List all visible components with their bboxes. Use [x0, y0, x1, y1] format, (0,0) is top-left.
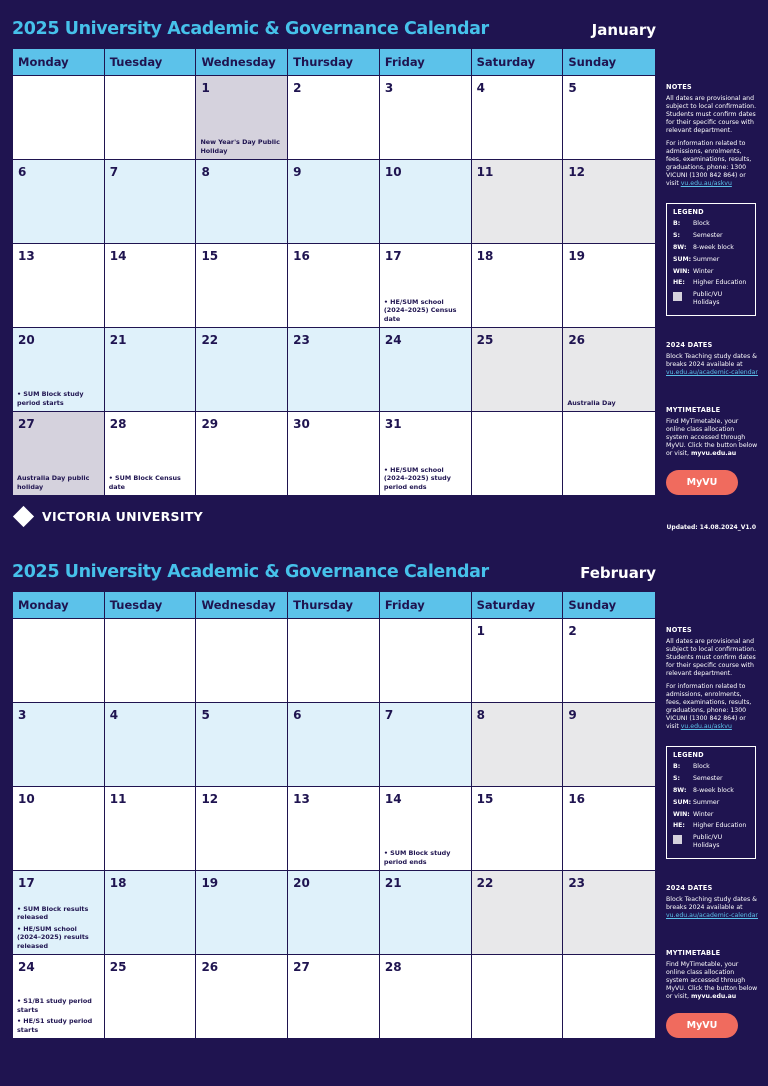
- day-cell: [13, 76, 105, 160]
- day-cell: [196, 160, 288, 244]
- day-cell: [105, 76, 197, 160]
- day-cell: [13, 619, 105, 703]
- day-cell: [13, 160, 105, 244]
- legend-row: [673, 268, 750, 276]
- legend-label: Winter: [693, 810, 714, 818]
- day-number: 31: [384, 417, 402, 431]
- day-number: 25: [476, 333, 494, 347]
- day-cell: [13, 328, 105, 412]
- notes-contact-text: For information related to admissions, enrolments, fees, examinations, results, graduations, phone: 1300 VICUNI (1300 842 864) or visit: [666, 683, 752, 730]
- event-text: • HE/SUM school (2024–2025) study period ends: [383, 465, 451, 491]
- day-number: 8: [476, 708, 485, 722]
- day-number: 5: [568, 81, 577, 95]
- weekday-label: Monday: [13, 49, 105, 76]
- day-cell: [472, 619, 564, 703]
- day-cell: [472, 871, 564, 955]
- day-cell: [563, 955, 655, 1039]
- day-cell: [472, 328, 564, 412]
- day-cell: [196, 787, 288, 871]
- day-number: 17: [18, 876, 35, 890]
- myvu-button[interactable]: MyVU: [666, 470, 738, 495]
- day-number: 6: [18, 165, 27, 179]
- dates-2024-section: [666, 342, 758, 377]
- weekday-label: Friday: [380, 49, 472, 76]
- dates-2024-heading: 2024 DATES: [666, 884, 713, 892]
- month-name: January: [591, 21, 656, 39]
- day-cell: [288, 244, 380, 328]
- day-number: 28: [109, 417, 127, 431]
- day-number: 7: [384, 708, 394, 722]
- legend-row: [673, 232, 750, 240]
- day-cell: [563, 871, 655, 955]
- weekday-label: Saturday: [472, 49, 564, 76]
- day-cell: [196, 619, 288, 703]
- holiday-swatch: [673, 292, 682, 301]
- day-number: 15: [476, 792, 494, 806]
- day-cell: [13, 955, 105, 1039]
- weekday-label: Sunday: [563, 49, 655, 76]
- event-text: • SUM Block study period ends: [383, 849, 451, 866]
- day-number: 27: [293, 960, 310, 974]
- day-number: 19: [201, 876, 219, 890]
- day-number: 27: [18, 417, 35, 431]
- day-events: [17, 905, 102, 951]
- day-cell: [13, 703, 105, 787]
- week-row: [13, 871, 655, 955]
- legend-items: [673, 220, 750, 287]
- legend-key: 8W:: [673, 786, 687, 794]
- day-events: [567, 399, 653, 408]
- mytimetable-section: [666, 950, 758, 1000]
- event-text: • HE/SUM school (2024–2025) results released: [17, 924, 89, 950]
- day-number: 21: [109, 333, 127, 347]
- day-cell: [380, 619, 472, 703]
- day-number: 14: [109, 249, 127, 263]
- event-text: • HE/S1 study period starts: [17, 1017, 93, 1034]
- day-number: 13: [18, 249, 35, 263]
- event-text: New Year's Day Public Holiday: [200, 138, 280, 155]
- day-cell: [380, 787, 472, 871]
- day-number: 24: [18, 960, 35, 974]
- weekday-label: Sunday: [563, 592, 655, 619]
- weekday-label: Saturday: [472, 592, 564, 619]
- calendar-grid: [12, 48, 656, 494]
- holiday-swatch: [673, 835, 682, 844]
- academic-calendar-link[interactable]: vu.edu.au/academic-calendar: [666, 368, 758, 376]
- day-number: 29: [201, 417, 219, 431]
- day-cell: [563, 76, 655, 160]
- event-text: Australia Day public holiday: [17, 474, 90, 491]
- day-number: 1: [476, 624, 485, 638]
- legend-key: S:: [673, 774, 680, 782]
- day-events: [384, 466, 469, 492]
- day-cell: [472, 703, 564, 787]
- day-number: 17: [384, 249, 402, 263]
- mytimetable-text: Find MyTimetable, your online class allocation system accessed through MyVU. Click the button below or visit,: [666, 960, 758, 1000]
- legend-key: B:: [673, 762, 681, 770]
- day-number: 26: [568, 333, 586, 347]
- notes-heading: NOTES: [666, 83, 692, 91]
- mytimetable-heading: MYTIMETABLE: [666, 406, 721, 414]
- day-cell: [196, 412, 288, 496]
- legend-label: Summer: [693, 798, 720, 806]
- day-events: [17, 474, 102, 491]
- legend-label: Block: [693, 219, 710, 227]
- day-cell: [563, 703, 655, 787]
- day-cell: [13, 412, 105, 496]
- calendar-title: 2025 University Academic & Governance Calendar: [12, 562, 489, 582]
- day-number: 18: [476, 249, 494, 263]
- day-number: 22: [201, 333, 219, 347]
- day-cell: [380, 328, 472, 412]
- day-number: 30: [293, 417, 310, 431]
- event-text: Australia Day: [567, 398, 616, 407]
- legend-items: [673, 763, 750, 830]
- legend-row: [673, 775, 750, 783]
- legend-row: [673, 256, 750, 264]
- day-number: 19: [568, 249, 586, 263]
- day-cell: [13, 244, 105, 328]
- weekday-label: Friday: [380, 592, 472, 619]
- legend-label: 8-week block: [693, 243, 734, 251]
- day-cell: [105, 787, 197, 871]
- event-text: • HE/SUM school (2024–2025) Census date: [383, 297, 457, 323]
- day-number: 26: [201, 960, 219, 974]
- day-cell: [380, 244, 472, 328]
- weekday-label: Thursday: [288, 592, 380, 619]
- day-cell: [105, 412, 197, 496]
- day-cell: [288, 955, 380, 1039]
- day-number: 9: [293, 165, 302, 179]
- day-number: 9: [568, 708, 577, 722]
- day-cell: [472, 412, 564, 496]
- day-number: 4: [476, 81, 485, 95]
- legend-holiday-label: Public/VU Holidays: [693, 834, 723, 850]
- day-events: [17, 390, 102, 407]
- dates-2024-text: Block Teaching study dates & breaks 2024 available at: [666, 895, 757, 911]
- legend-label: Higher Education: [693, 279, 747, 287]
- legend-row: [673, 763, 750, 771]
- day-cell: [105, 703, 197, 787]
- myvu-url: myvu.edu.au: [690, 992, 737, 1000]
- weekday-label: Thursday: [288, 49, 380, 76]
- day-number: 15: [201, 249, 219, 263]
- day-number: 5: [201, 708, 210, 722]
- academic-calendar-link[interactable]: vu.edu.au/academic-calendar: [666, 911, 758, 919]
- day-number: 12: [568, 165, 586, 179]
- day-cell: [196, 76, 288, 160]
- day-cell: [563, 244, 655, 328]
- legend-box: [666, 746, 756, 859]
- day-events: [17, 997, 102, 1034]
- day-cell: [380, 871, 472, 955]
- askvu-link[interactable]: vu.edu.au/askvu: [680, 722, 732, 730]
- week-row: [13, 160, 655, 244]
- day-number: 22: [476, 876, 494, 890]
- day-number: 3: [18, 708, 27, 722]
- dates-2024-text: Block Teaching study dates & breaks 2024 available at: [666, 352, 757, 368]
- legend-row: [673, 244, 750, 252]
- day-number: 14: [384, 792, 402, 806]
- day-cell: [196, 955, 288, 1039]
- legend-key: 8W:: [673, 243, 687, 251]
- day-cell: [288, 619, 380, 703]
- legend-label: Semester: [693, 231, 723, 239]
- week-row: [13, 328, 655, 412]
- day-cell: [196, 328, 288, 412]
- week-row: [13, 244, 655, 328]
- day-cell: [472, 160, 564, 244]
- day-number: 3: [384, 81, 394, 95]
- legend-label: Higher Education: [693, 822, 747, 830]
- legend-key: WIN:: [673, 810, 690, 818]
- weekday-label: Wednesday: [196, 49, 288, 76]
- calendar-title: 2025 University Academic & Governance Calendar: [12, 19, 489, 39]
- askvu-link[interactable]: vu.edu.au/askvu: [680, 179, 732, 187]
- legend-box: [666, 203, 756, 316]
- mytimetable-heading: MYTIMETABLE: [666, 949, 721, 957]
- day-cell: [563, 328, 655, 412]
- day-number: 2: [293, 81, 302, 95]
- day-number: 16: [568, 792, 586, 806]
- legend-key: HE:: [673, 279, 685, 287]
- event-text: • SUM Block study period starts: [17, 390, 84, 407]
- day-cell: [380, 955, 472, 1039]
- day-cell: [105, 871, 197, 955]
- legend-key: HE:: [673, 822, 685, 830]
- day-number: 11: [476, 165, 494, 179]
- legend-label: 8-week block: [693, 786, 734, 794]
- day-cell: [288, 787, 380, 871]
- day-number: 12: [201, 792, 219, 806]
- day-cell: [288, 412, 380, 496]
- legend-holiday-label: Public/VU Holidays: [693, 291, 723, 307]
- legend-row: [673, 811, 750, 819]
- day-cell: [472, 76, 564, 160]
- day-cell: [105, 244, 197, 328]
- day-cell: [13, 787, 105, 871]
- legend-row: [673, 799, 750, 807]
- week-row: [13, 76, 655, 160]
- day-cell: [196, 703, 288, 787]
- legend-label: Summer: [693, 255, 720, 263]
- notes-text: All dates are provisional and subject to local confirmation. Students must confirm dates for their specific course with relevant department.: [666, 94, 757, 134]
- day-cell: [288, 703, 380, 787]
- day-cell: [196, 244, 288, 328]
- day-number: 23: [568, 876, 586, 890]
- weekday-header: [13, 49, 655, 76]
- notes-contact-text: For information related to admissions, enrolments, fees, examinations, results, graduations, phone: 1300 VICUNI (1300 842 864) or visit: [666, 140, 752, 187]
- day-number: 4: [109, 708, 119, 722]
- day-number: 25: [109, 960, 127, 974]
- day-number: 2: [568, 624, 577, 638]
- day-events: [384, 298, 469, 324]
- day-number: 20: [293, 876, 310, 890]
- vu-diamond-icon: [13, 506, 34, 527]
- myvu-button[interactable]: MyVU: [666, 1013, 738, 1038]
- day-cell: [105, 619, 197, 703]
- legend-label: Semester: [693, 774, 723, 782]
- day-number: 23: [293, 333, 310, 347]
- day-cell: [380, 160, 472, 244]
- notes-heading: NOTES: [666, 626, 692, 634]
- day-number: 18: [109, 876, 127, 890]
- day-cell: [380, 76, 472, 160]
- day-number: 16: [293, 249, 310, 263]
- day-number: 10: [18, 792, 35, 806]
- legend-row: [673, 279, 750, 287]
- legend-label: Block: [693, 762, 710, 770]
- updated-version: Updated: 14.08.2024_V1.0: [666, 524, 756, 531]
- weekday-label: Monday: [13, 592, 105, 619]
- legend-heading: LEGEND: [673, 751, 704, 759]
- day-cell: [380, 703, 472, 787]
- vu-logo: [13, 509, 203, 524]
- day-cell: [288, 328, 380, 412]
- month-name: February: [580, 564, 656, 582]
- logo-text: VICTORIA UNIVERSITY: [42, 509, 203, 524]
- day-number: 10: [384, 165, 402, 179]
- day-cell: [563, 160, 655, 244]
- day-cell: [288, 76, 380, 160]
- day-events: [384, 849, 469, 866]
- event-text: • SUM Block results released: [17, 904, 89, 921]
- day-number: 13: [293, 792, 310, 806]
- day-cell: [563, 619, 655, 703]
- day-cell: [196, 871, 288, 955]
- day-events: [200, 138, 285, 155]
- weekday-label: Tuesday: [105, 49, 197, 76]
- week-row: [13, 412, 655, 496]
- day-cell: [472, 955, 564, 1039]
- day-number: 8: [201, 165, 210, 179]
- day-number: 1: [201, 81, 210, 95]
- week-row: [13, 619, 655, 703]
- mytimetable-text: Find MyTimetable, your online class allocation system accessed through MyVU. Click the button below or visit,: [666, 417, 758, 457]
- day-number: 7: [109, 165, 119, 179]
- dates-2024-section: [666, 885, 758, 920]
- legend-row: [673, 220, 750, 228]
- day-events: [109, 474, 194, 491]
- legend-row: [673, 822, 750, 830]
- legend-key: S:: [673, 231, 680, 239]
- day-cell: [563, 412, 655, 496]
- day-number: 11: [109, 792, 127, 806]
- legend-heading: LEGEND: [673, 208, 704, 216]
- week-row: [13, 787, 655, 871]
- day-number: 21: [384, 876, 402, 890]
- calendar-grid: [12, 591, 656, 1037]
- legend-key: SUM:: [673, 255, 692, 263]
- day-cell: [105, 160, 197, 244]
- day-cell: [288, 871, 380, 955]
- day-cell: [380, 412, 472, 496]
- day-cell: [288, 160, 380, 244]
- myvu-url: myvu.edu.au: [690, 449, 737, 457]
- weekday-label: Tuesday: [105, 592, 197, 619]
- dates-2024-heading: 2024 DATES: [666, 341, 713, 349]
- week-row: [13, 703, 655, 787]
- legend-key: B:: [673, 219, 681, 227]
- weekday-label: Wednesday: [196, 592, 288, 619]
- day-number: 6: [293, 708, 302, 722]
- notes-section: [666, 84, 758, 188]
- event-text: • SUM Block Census date: [108, 474, 181, 491]
- day-number: 28: [384, 960, 402, 974]
- legend-row: [673, 787, 750, 795]
- day-cell: [472, 244, 564, 328]
- day-cell: [105, 328, 197, 412]
- weekday-header: [13, 592, 655, 619]
- week-row: [13, 955, 655, 1039]
- legend-label: Winter: [693, 267, 714, 275]
- day-number: 20: [18, 333, 35, 347]
- notes-section: [666, 627, 758, 731]
- day-cell: [563, 787, 655, 871]
- notes-text: All dates are provisional and subject to local confirmation. Students must confirm dates for their specific course with relevant department.: [666, 637, 757, 677]
- legend-key: SUM:: [673, 798, 692, 806]
- mytimetable-section: [666, 407, 758, 457]
- day-cell: [105, 955, 197, 1039]
- day-number: 24: [384, 333, 402, 347]
- day-cell: [13, 871, 105, 955]
- calendar-page-february: [0, 543, 768, 1086]
- event-text: • S1/B1 study period starts: [17, 997, 92, 1014]
- legend-key: WIN:: [673, 267, 690, 275]
- day-cell: [472, 787, 564, 871]
